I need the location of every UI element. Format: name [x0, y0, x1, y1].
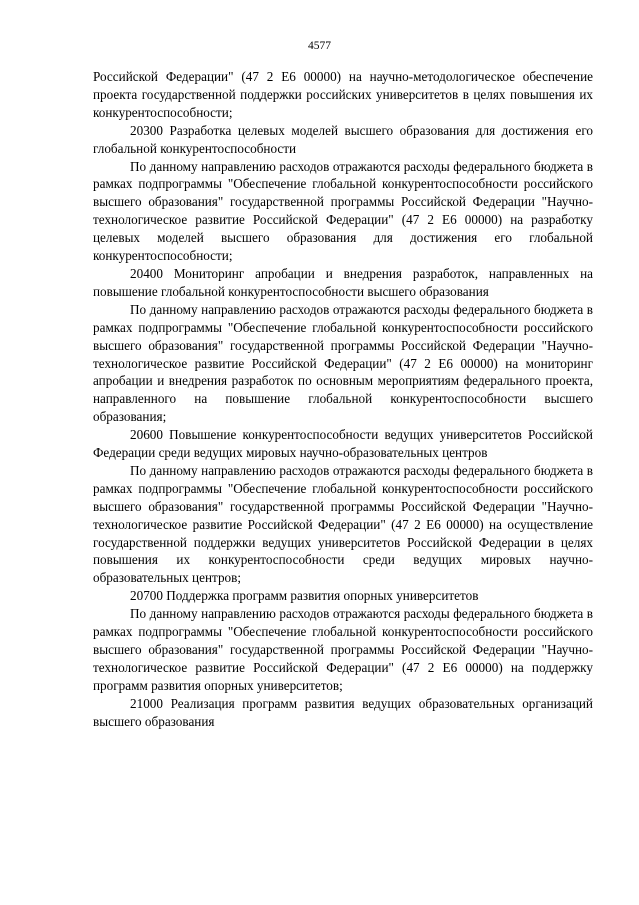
paragraph-heading-20400: 20400 Мониторинг апробации и внедрения разработок, направленных на повышение глобальной конкурентоспособности высшего образования: [93, 265, 593, 299]
paragraph-description-20300: По данному направлению расходов отражаются расходы федерального бюджета в рамках подпрограммы "Обеспечение глобальной конкурентоспособности российского высшего образования" государственной программы Российской Федерации "Научно-технологическое развитие Российской Федерации" (47 2 Е6 00000) на разработку целевых моделей высшего образования для достижения его глобальной конкурентоспособности;: [93, 158, 593, 264]
paragraph-heading-20600: 20600 Повышение конкурентоспособности ведущих университетов Российской Федерации среди ведущих мировых научно-образовательных центров: [93, 427, 593, 461]
paragraph-heading-20300: 20300 Разработка целевых моделей высшего образования для достижения его глобальной конкурентоспособности: [93, 122, 593, 156]
paragraph-heading-20700: 20700 Поддержка программ развития опорных университетов: [130, 588, 479, 604]
paragraph-description-20700: По данному направлению расходов отражаются расходы федерального бюджета в рамках подпрограммы "Обеспечение глобальной конкурентоспособности российского высшего образования" государственной программы Российской Федерации "Научно-технологическое развитие Российской Федерации" (47 2 Е6 00000) на поддержку программ развития опорных университетов;: [93, 606, 593, 693]
document-body: [93, 68, 593, 731]
paragraph-description-20400: По данному направлению расходов отражаются расходы федерального бюджета в рамках подпрограммы "Обеспечение глобальной конкурентоспособности российского высшего образования" государственной программы Российской Федерации "Научно-технологическое развитие Российской Федерации" (47 2 Е6 00000) на мониторинг апробации и внедрения разработок по основным мероприятиям федерального проекта, направленного на повышение глобальной конкурентоспособности высшего образования;: [93, 301, 593, 425]
paragraph-description-20600: По данному направлению расходов отражаются расходы федерального бюджета в рамках подпрограммы "Обеспечение глобальной конкурентоспособности российского высшего образования" государственной программы Российской Федерации "Научно-технологическое развитие Российской Федерации" (47 2 Е6 00000) на осуществление государственной поддержки ведущих университетов Российской Федерации в целях повышения их конкурентоспособности среди ведущих мировых научно-образовательных центров;: [93, 462, 593, 586]
page-number: 4577: [308, 40, 331, 52]
paragraph-heading-21000: 21000 Реализация программ развития ведущих образовательных организаций высшего образования: [93, 695, 593, 729]
paragraph-continuation: Российской Федерации" (47 2 Е6 00000) на научно-методологическое обеспечение проекта государственной поддержки российских университетов в целях повышения их конкурентоспособности;: [93, 69, 593, 120]
